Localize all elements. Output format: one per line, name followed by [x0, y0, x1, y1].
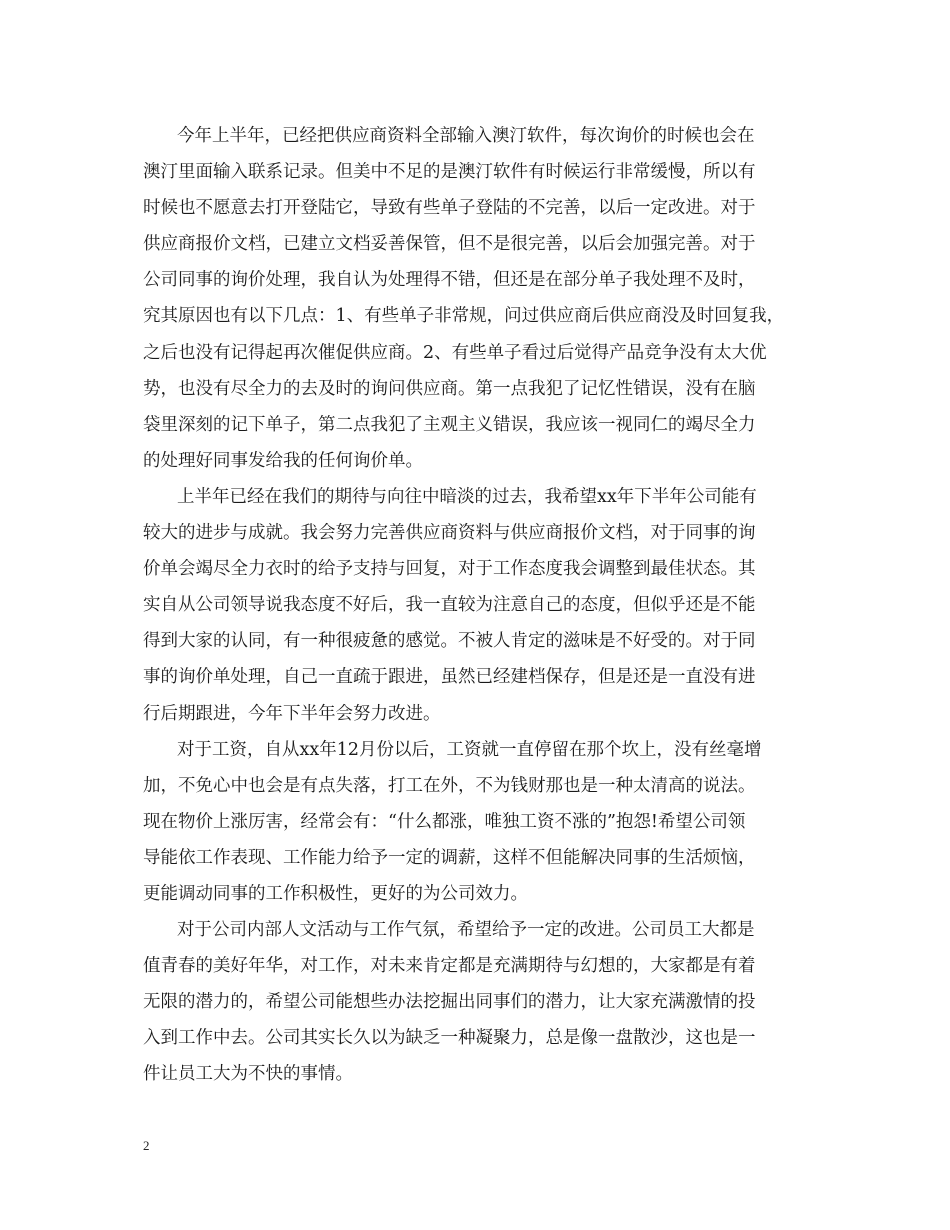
text-line: 澳汀里面输入联系记录。但美中不足的是澳汀软件有时候运行非常缓慢，所以有 — [143, 162, 756, 183]
page-number: 2 — [143, 1138, 150, 1153]
text-line: 加，不免心中也会是有点失落，打工在外，不为钱财那也是一种太清高的说法。 — [143, 775, 756, 796]
document-body — [143, 118, 813, 1093]
text-line: 事的询价单处理，自己一直疏于跟进，虽然已经建档保存，但是还是一直没有进 — [143, 667, 756, 688]
text-line: 入到工作中去。公司其实长久以为缺乏一种凝聚力，总是像一盘散沙，这也是一 — [143, 1028, 756, 1049]
text-line: 时候也不愿意去打开登陆它，导致有些单子登陆的不完善，以后一定改进。对于 — [143, 198, 756, 219]
text-line: 较大的进步与成就。我会努力完善供应商资料与供应商报价文档，对于同事的询 — [143, 523, 756, 544]
text-line: 袋里深刻的记下单子，第二点我犯了主观主义错误，我应该一视同仁的竭尽全力 — [143, 414, 756, 435]
text-line: 供应商报价文档，已建立文档妥善保管，但不是很完善，以后会加强完善。对于 — [143, 234, 756, 255]
text-line: 对于公司内部人文活动与工作气氛，希望给予一定的改进。公司员工大都是 — [177, 920, 755, 941]
text-line: 价单会竭尽全力衣时的给予支持与回复，对于工作态度我会调整到最佳状态。其 — [143, 559, 756, 580]
text-line: 之后也没有记得起再次催促供应商。2、有些单子看过后觉得产品竞争没有太大优 — [143, 342, 767, 363]
paragraph-2 — [143, 479, 813, 732]
text-line: 的处理好同事发给我的任何询价单。 — [143, 450, 423, 471]
paragraph-4 — [143, 912, 813, 1092]
text-line: 现在物价上涨厉害，经常会有：“什么都涨，唯独工资不涨的”抱怨!希望公司领 — [143, 811, 746, 832]
text-line: 势，也没有尽全力的去及时的询问供应商。第一点我犯了记忆性错误，没有在脑 — [143, 378, 756, 399]
text-line: 究其原因也有以下几点：1、有些单子非常规，问过供应商后供应商没及时回复我， — [143, 306, 785, 327]
paragraph-3 — [143, 732, 813, 912]
text-line: 行后期跟进，今年下半年会努力改进。 — [143, 703, 441, 724]
text-line: 更能调动同事的工作积极性，更好的为公司效力。 — [143, 883, 528, 904]
text-line: 得到大家的认同，有一种很疲惫的感觉。不被人肯定的滋味是不好受的。对于同 — [143, 631, 756, 652]
text-line: 公司同事的询价处理，我自认为处理得不错，但还是在部分单子我处理不及时， — [143, 270, 756, 291]
text-line: 无限的潜力的，希望公司能想些办法挖掘出同事们的潜力，让大家充满激情的投 — [143, 992, 756, 1013]
text-line: 上半年已经在我们的期待与向往中暗淡的过去，我希望xx年下半年公司能有 — [177, 486, 757, 507]
text-line: 导能依工作表现、工作能力给予一定的调薪，这样不但能解决同事的生活烦恼， — [143, 847, 756, 868]
text-line: 值青春的美好年华，对工作，对未来肯定都是充满期待与幻想的，大家都是有着 — [143, 956, 756, 977]
paragraph-1 — [143, 118, 813, 479]
text-line: 今年上半年，已经把供应商资料全部输入澳汀软件，每次询价的时候也会在 — [177, 126, 755, 146]
text-line: 件让员工大为不快的事情。 — [143, 1064, 353, 1085]
text-line: 实自从公司领导说我态度不好后，我一直较为注意自己的态度，但似乎还是不能 — [143, 595, 756, 616]
text-line: 对于工资，自从xx年12月份以后，工资就一直停留在那个坎上，没有丝毫增 — [177, 739, 762, 760]
